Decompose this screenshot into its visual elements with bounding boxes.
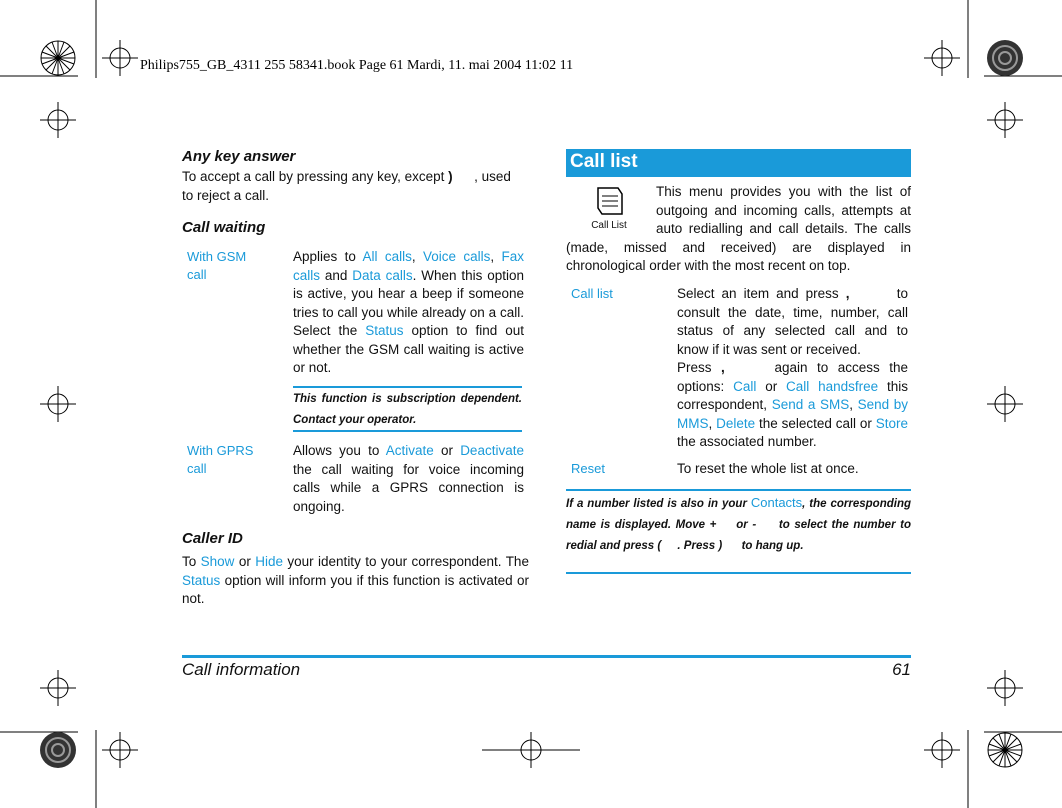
dial-top-right: [987, 40, 1023, 76]
crosshair-mark-bottom-left: [102, 732, 138, 768]
crosshair-mark-right-lower: [987, 670, 1023, 706]
any-key-answer-heading: Any key answer: [182, 148, 296, 165]
nav-up-icon: +: [709, 519, 717, 531]
call-waiting-heading: Call waiting: [182, 219, 266, 236]
bottom-note-rule-top: [566, 489, 911, 491]
dial-bottom-left: [40, 732, 76, 768]
star-dial-top-left: [41, 41, 75, 75]
nav-down-icon: -: [752, 519, 757, 531]
crosshair-mark-bottom-right: [924, 732, 960, 768]
print-header: Philips755_GB_4311 255 58341.book Page 61 Mardi, 11. mai 2004 11:02 11: [140, 58, 574, 73]
call-list-icon-caption: Call List: [591, 220, 627, 231]
page-number: 61: [892, 660, 911, 679]
call-list-section-title: Call list: [566, 149, 911, 177]
caller-id-text: To Show or Hide your identity to your correspondent. The Status option will inform you if this function is activated or not.: [182, 554, 529, 606]
gsm-call-description: Applies to All calls, Voice calls, Fax calls and Data calls. When this option is active, you hear a beep if someone tries to call you while already on a call. Select the Status option to find out whether the GSM call waiting is active or not.: [293, 249, 524, 375]
crosshair-mark-left-upper: [40, 102, 76, 138]
contacts-note: If a number listed is also in your Contacts, the corresponding name is displayed. Move + or - to select the number to redial and press ( . Press ) to hang up.: [566, 492, 911, 557]
call-list-intro: This menu provides you with the list of outgoing and incoming calls, attempts at auto redialling and call details. The calls (made, missed and received) are displayed in chronological order with the most recent on top.: [566, 184, 911, 273]
note-rule-bottom: [293, 430, 522, 432]
crosshair-mark-right-upper: [987, 102, 1023, 138]
gsm-call-label: With GSM call: [187, 249, 247, 282]
ok-key-icon: ,: [721, 360, 725, 375]
call-list-label: Call list: [571, 286, 613, 301]
note-rule-top: [293, 386, 522, 388]
gprs-call-description: Allows you to Activate or Deactivate the call waiting for voice incoming calls while a GPRS connection is ongoing.: [293, 443, 524, 514]
caller-id-heading: Caller ID: [182, 530, 243, 547]
reset-description: To reset the whole list at once.: [677, 461, 859, 476]
ok-key-icon: ,: [845, 286, 850, 301]
any-key-answer-text: To accept a call by pressing any key, except ) , used to reject a call.: [182, 169, 511, 203]
crosshair-mark-left-lower: [40, 670, 76, 706]
footer-section-title: Call information: [182, 660, 301, 679]
crosshair-mark-top-right: [924, 40, 960, 76]
crosshair-mark-right-mid: [987, 386, 1023, 422]
call-list-description: Select an item and press , to consult the date, time, number, call status of any selected call and to know if it was sent or received. Press , again to access the options: Call or Call handsfree this correspondent, Send a SMS, Send by MMS, Delete the selected call or Store the associated number.: [677, 286, 908, 449]
footer-rule: [182, 655, 911, 658]
crosshair-mark-left-mid: [40, 386, 76, 422]
hangup-key-icon: ): [718, 540, 723, 552]
crosshair-mark-bottom-center: [482, 732, 580, 768]
crosshair-mark-top-left: [102, 40, 138, 76]
star-dial-bottom-right: [988, 733, 1022, 767]
reset-label: Reset: [571, 461, 605, 476]
bottom-note-rule-bottom: [566, 572, 911, 574]
call-key-icon: (: [657, 540, 662, 552]
hangup-key-icon: ): [448, 169, 453, 184]
gprs-call-label: With GPRS call: [187, 443, 254, 476]
gsm-subscription-note: This function is subscription dependent. Contact your operator.: [293, 393, 522, 426]
